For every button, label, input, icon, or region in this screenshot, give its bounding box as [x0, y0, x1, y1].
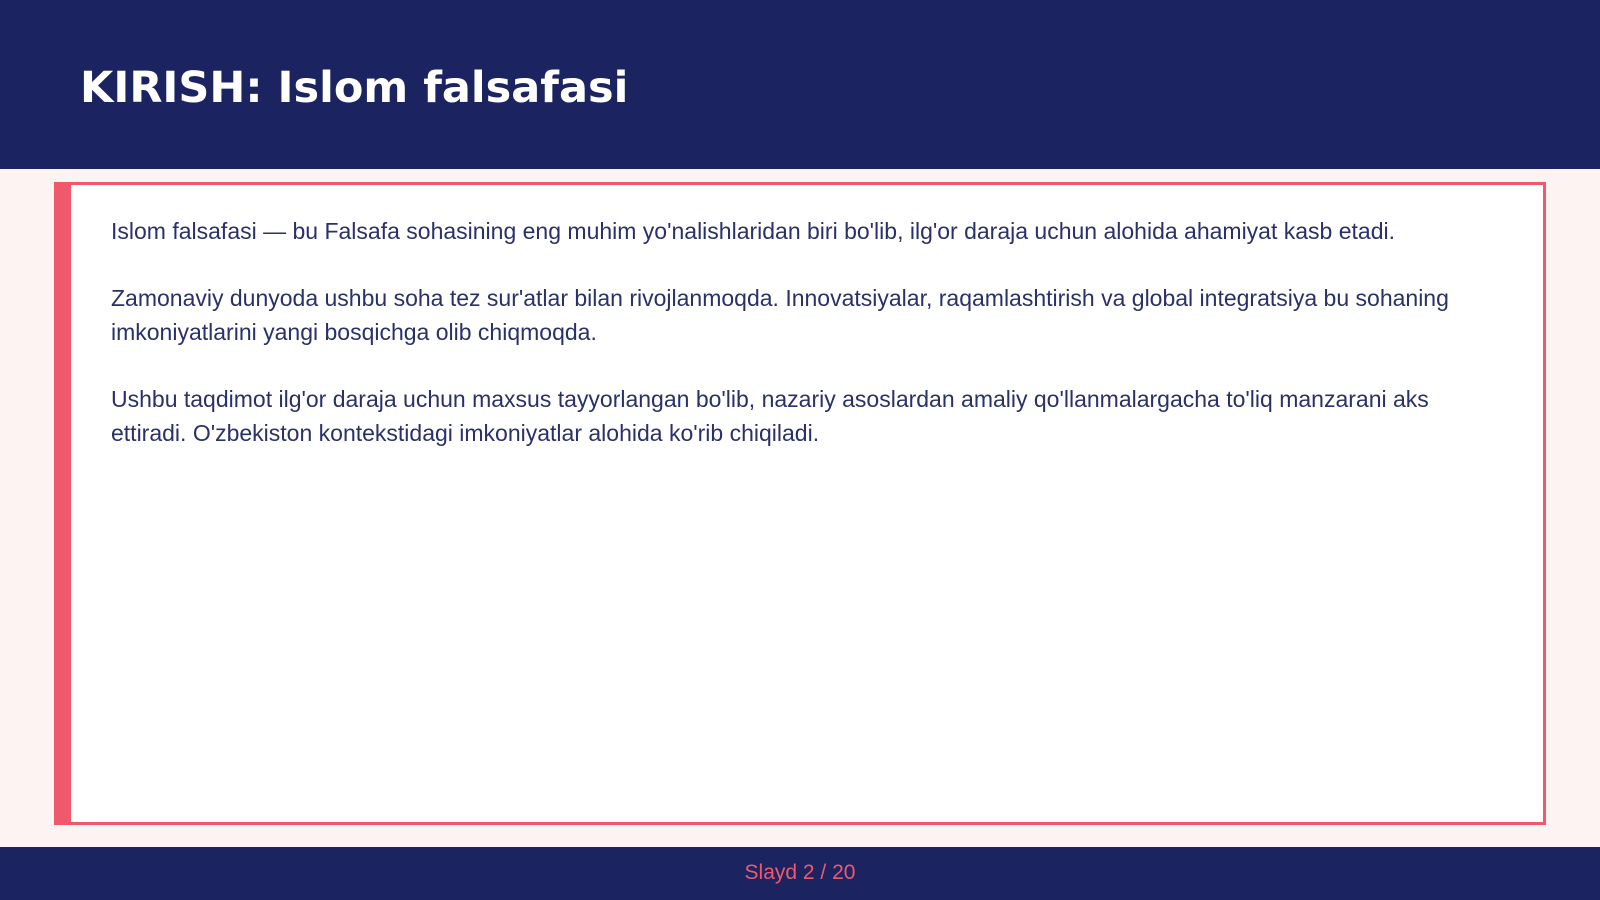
slide-counter: Slayd 2 / 20: [744, 861, 856, 884]
slide-header: [0, 0, 1600, 169]
slide-title: KIRISH: Islom falsafasi: [80, 63, 629, 113]
paragraph-presentation-scope: Ushbu taqdimot ilg'or daraja uchun maxsus tayyorlangan bo'lib, nazariy asoslardan amaliy qo'llanmalargacha to'liq manzarani aks ettiradi. O'zbekiston kontekstidagi imkoniyatlar alohida ko'rib chiqiladi.: [111, 386, 1429, 446]
paragraph-intro: Islom falsafasi — bu Falsafa sohasining eng muhim yo'nalishlaridan biri bo'lib, ilg'or daraja uchun alohida ahamiyat kasb etadi.: [111, 218, 1395, 244]
paragraph-modern-world: Zamonaviy dunyoda ushbu soha tez sur'atlar bilan rivojlanmoqda. Innovatsiyalar, raqamlashtirish va global integratsiya bu sohaning imkoniyatlarini yangi bosqichga olib chiqmoqda.: [111, 285, 1449, 345]
slide-footer: [0, 847, 1600, 900]
content-card: [54, 182, 1546, 825]
